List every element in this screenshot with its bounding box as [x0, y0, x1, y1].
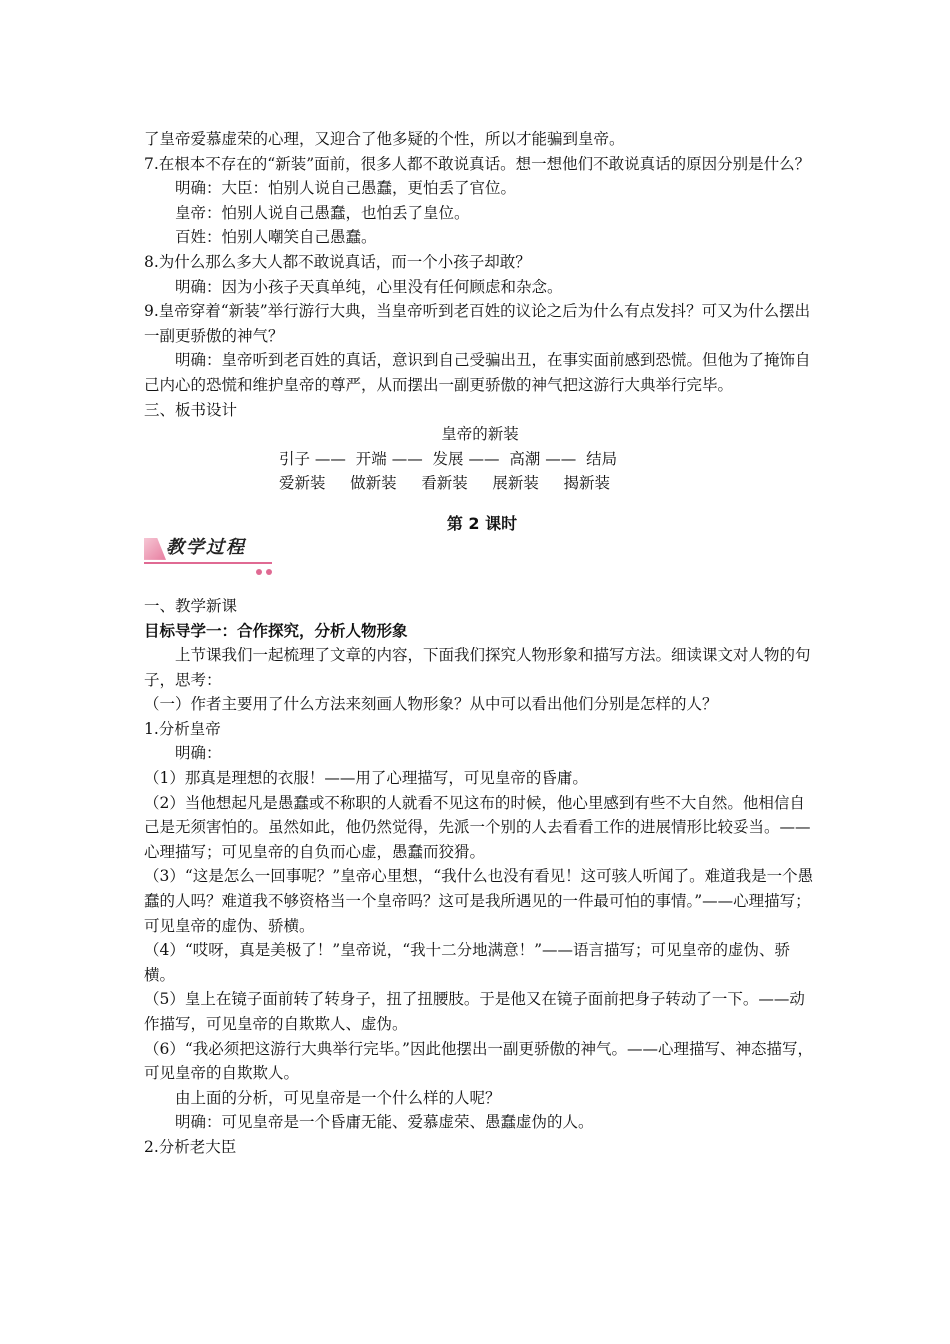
banner-text: 教学过程 [166, 536, 246, 558]
intro-paragraph: 上节课我们一起梳理了文章的内容，下面我们探究人物形象和描写方法。细读课文对人物的句子，思考： [144, 646, 811, 689]
section-board-design: 三、板书设计 [144, 400, 238, 419]
heading-emperor: 1.分析皇帝 [144, 719, 221, 738]
banner-tab-shape [144, 538, 166, 560]
heading-old-minister: 2.分析老大臣 [144, 1137, 237, 1156]
item-5: （5）皇上在镜子面前转了转身子，扭了扭腰肢。于是他又在镜子面前把身子转动了一下。——动作描写，可见皇帝的自欺欺人、虚伪。 [144, 990, 805, 1033]
answer-7-emperor: 皇帝：怕别人说自己愚蠢，也怕丢了皇位。 [175, 203, 470, 222]
board-row-plot: 引子 —— 开端 —— 发展 —— 高潮 —— 结局 [279, 449, 618, 468]
question-8: 8.为什么那么多大人都不敢说真话，而一个小孩子却敢？ [144, 252, 531, 271]
paragraph: 了皇帝爱慕虚荣的心理，又迎合了他多疑的个性，所以才能骗到皇帝。 [144, 130, 625, 148]
ming-label: 明确： [175, 744, 222, 763]
question-7: 7.在根本不存在的“新装”面前，很多人都不敢说真话。想一想他们不敢说真话的原因分别是什么？ [144, 154, 811, 173]
board-row-events: 爱新装 做新装 看新装 展新装 揭新装 [279, 474, 611, 493]
question-9: 9.皇帝穿着“新装”举行游行大典，当皇帝听到老百姓的议论之后为什么有点发抖？可又为什么摆出一副更骄傲的神气？ [144, 302, 811, 345]
banner-underline [144, 562, 272, 564]
board-title: 皇帝的新装 [441, 425, 519, 444]
summary-answer: 明确：可见皇帝是一个昏庸无能、爱慕虚荣、愚蠢虚伪的人。 [175, 1113, 594, 1132]
answer-8: 明确：因为小孩子天真单纯，心里没有任何顾虑和杂念。 [175, 277, 563, 296]
item-2: （2）当他想起凡是愚蠢或不称职的人就看不见这布的时候，他心里感到有些不大自然。他相信自己是无须害怕的。虽然如此，他仍然觉得，先派一个别的人去看看工作的进展情形比较妥当。——心理描写；可见皇帝的自负而心虚，愚蠢而狡猾。 [144, 793, 811, 861]
section-new-lesson: 一、教学新课 [144, 596, 238, 615]
item-1: （1）那真是理想的衣服！——用了心理描写，可见皇帝的昏庸。 [144, 769, 588, 788]
board-design [144, 422, 820, 496]
banner-dots [256, 558, 276, 583]
lesson-title: 第 2 课时 [446, 513, 518, 533]
question-methods: （一）作者主要用了什么方法来刻画人物形象？从中可以看出他们分别是怎样的人？ [144, 695, 718, 714]
answer-7-people: 百姓：怕别人嘲笑自己愚蠢。 [175, 228, 377, 247]
item-4: （4）“哎呀，真是美极了！”皇帝说，“我十二分地满意！”——语言描写；可见皇帝的虚伪、骄横。 [144, 941, 791, 984]
teaching-process-banner [144, 536, 820, 570]
answer-9: 明确：皇帝听到老百姓的真话，意识到自己受骗出丑，在事实面前感到恐慌。但他为了掩饰自己内心的恐慌和维护皇帝的尊严，从而摆出一副更骄傲的神气把这游行大典举行完毕。 [144, 351, 811, 394]
answer-7-ministers: 明确：大臣：怕别人说自己愚蠢，更怕丢了官位。 [175, 179, 517, 198]
document-page [144, 127, 820, 1160]
item-6: （6）“我必须把这游行大典举行完毕。”因此他摆出一副更骄傲的神气。——心理描写、神态描写，可见皇帝的自欺欺人。 [144, 1039, 813, 1083]
goal-heading: 目标导学一：合作探究，分析人物形象 [144, 621, 408, 640]
summary-question: 由上面的分析，可见皇帝是一个什么样的人呢？ [175, 1088, 501, 1107]
item-3: （3）“这是怎么一回事呢？”皇帝心里想，“我什么也没有看见！这可骇人听闻了。难道我是一个愚蠢的人吗？难道我不够资格当一个皇帝吗？这可是我所遇见的一件最可怕的事情。”——心理描写；可见皇帝的虚伪、骄横。 [144, 867, 814, 935]
